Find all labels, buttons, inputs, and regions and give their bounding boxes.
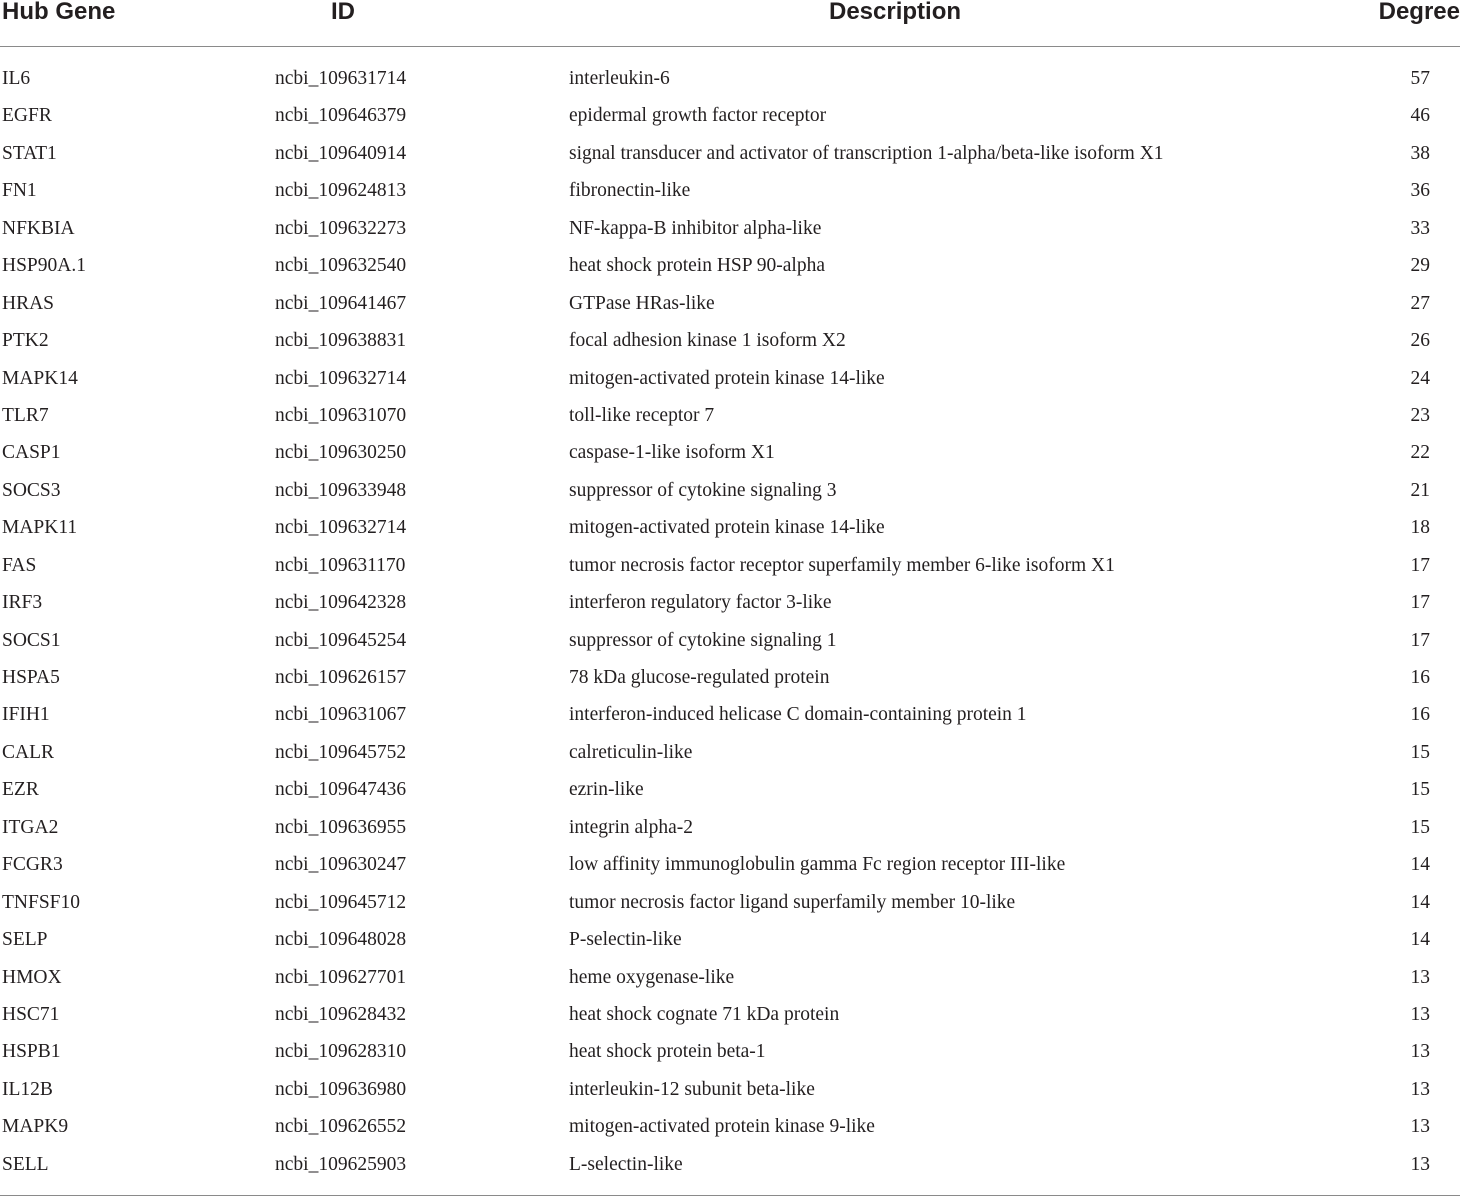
cell-id: ncbi_109646379 — [275, 105, 407, 127]
cell-degree: 13 — [1410, 1116, 1430, 1138]
cell-description: interferon-induced helicase C domain-containing protein 1 — [569, 704, 1027, 726]
table-row — [0, 97, 1460, 134]
cell-id: ncbi_109631170 — [275, 554, 406, 576]
cell-id: ncbi_109631067 — [275, 704, 407, 726]
cell-id: ncbi_109625903 — [275, 1153, 407, 1175]
cell-description: interleukin-12 subunit beta-like — [569, 1078, 815, 1100]
cell-description: mitogen-activated protein kinase 9-like — [569, 1116, 875, 1138]
cell-degree: 15 — [1410, 779, 1430, 801]
cell-description: toll-like receptor 7 — [569, 404, 715, 426]
cell-hub-gene: FCGR3 — [2, 854, 63, 876]
cell-description: 78 kDa glucose-regulated protein — [569, 667, 830, 688]
column-header-degree: Degree — [1378, 0, 1460, 25]
cell-degree: 16 — [1410, 667, 1430, 688]
cell-description: heat shock cognate 71 kDa protein — [569, 1003, 840, 1025]
column-header-description: Description — [828, 0, 962, 25]
table-row — [0, 547, 1460, 584]
cell-id: ncbi_109631714 — [275, 68, 407, 89]
cell-description: tumor necrosis factor ligand superfamily member 10-like — [569, 891, 1016, 913]
cell-description: focal adhesion kinase 1 isoform X2 — [569, 330, 846, 352]
cell-hub-gene: CASP1 — [2, 442, 61, 464]
table-row — [0, 921, 1460, 958]
table-row — [0, 60, 1460, 97]
cell-id: ncbi_109645752 — [275, 741, 407, 763]
cell-degree: 14 — [1410, 854, 1430, 876]
column-header-hub-gene: Hub Gene — [2, 0, 116, 25]
table-row — [0, 172, 1460, 209]
table-row — [0, 1146, 1460, 1183]
cell-degree: 18 — [1410, 517, 1430, 539]
table-row — [0, 472, 1460, 509]
table-row — [0, 247, 1460, 284]
cell-degree: 13 — [1410, 966, 1430, 988]
cell-hub-gene: IFIH1 — [2, 704, 50, 726]
cell-hub-gene: EZR — [2, 779, 39, 801]
cell-hub-gene: HSP90A.1 — [2, 255, 86, 277]
cell-hub-gene: HSC71 — [2, 1003, 60, 1025]
cell-id: ncbi_109627701 — [275, 966, 407, 988]
cell-hub-gene: TLR7 — [2, 404, 49, 426]
cell-id: ncbi_109632714 — [275, 367, 407, 389]
cell-degree: 38 — [1410, 142, 1430, 164]
table-row — [0, 622, 1460, 659]
cell-hub-gene: TNFSF10 — [2, 891, 81, 913]
column-header-id: ID — [331, 0, 355, 25]
cell-description: ezrin-like — [569, 779, 644, 801]
cell-hub-gene: IL6 — [2, 68, 31, 89]
cell-description: mitogen-activated protein kinase 14-like — [569, 517, 885, 539]
table-row — [0, 584, 1460, 621]
cell-hub-gene: HMOX — [2, 966, 62, 988]
table-row — [0, 996, 1460, 1033]
cell-degree: 14 — [1410, 929, 1430, 951]
cell-degree: 46 — [1410, 105, 1430, 127]
cell-hub-gene: EGFR — [2, 105, 52, 127]
table-row — [0, 696, 1460, 733]
cell-hub-gene: SOCS1 — [2, 629, 61, 651]
table-row — [0, 1033, 1460, 1070]
cell-hub-gene: STAT1 — [2, 142, 57, 164]
cell-hub-gene: SELP — [2, 929, 48, 951]
cell-degree: 13 — [1410, 1153, 1430, 1175]
cell-degree: 26 — [1410, 330, 1430, 352]
cell-hub-gene: SELL — [2, 1153, 49, 1175]
cell-description: tumor necrosis factor receptor superfamily member 6-like isoform X1 — [569, 554, 1115, 576]
cell-id: ncbi_109636955 — [275, 816, 407, 838]
table-row — [0, 285, 1460, 322]
cell-hub-gene: SOCS3 — [2, 479, 61, 501]
table-row — [0, 771, 1460, 808]
cell-id: ncbi_109645254 — [275, 629, 407, 651]
cell-hub-gene: MAPK9 — [2, 1116, 69, 1138]
cell-id: ncbi_109628432 — [275, 1003, 407, 1025]
cell-id: ncbi_109647436 — [275, 779, 407, 801]
cell-hub-gene: HSPA5 — [2, 667, 60, 688]
cell-description: interferon regulatory factor 3-like — [569, 592, 832, 614]
cell-degree: 15 — [1410, 816, 1430, 838]
cell-hub-gene: FAS — [2, 554, 37, 576]
table-row — [0, 659, 1460, 696]
cell-id: ncbi_109636980 — [275, 1078, 407, 1100]
cell-hub-gene: NFKBIA — [2, 217, 75, 239]
cell-id: ncbi_109645712 — [275, 891, 407, 913]
table-row — [0, 210, 1460, 247]
cell-description: mitogen-activated protein kinase 14-like — [569, 367, 885, 389]
cell-degree: 22 — [1410, 442, 1430, 464]
table-row — [0, 959, 1460, 996]
cell-hub-gene: FN1 — [2, 180, 37, 202]
table-row — [0, 734, 1460, 771]
cell-degree: 15 — [1410, 741, 1430, 763]
cell-hub-gene: IRF3 — [2, 592, 43, 614]
table-row — [0, 509, 1460, 546]
cell-id: ncbi_109638831 — [275, 330, 407, 352]
cell-degree: 21 — [1410, 479, 1430, 501]
cell-description: signal transducer and activator of transcription 1-alpha/beta-like isoform X1 — [569, 142, 1164, 164]
table-bottom-rule — [0, 1195, 1460, 1196]
cell-description: epidermal growth factor receptor — [569, 105, 827, 127]
table-body — [0, 60, 1460, 1183]
cell-id: ncbi_109624813 — [275, 180, 407, 202]
table-row — [0, 1108, 1460, 1145]
table-row — [0, 434, 1460, 471]
cell-description: suppressor of cytokine signaling 3 — [569, 479, 837, 501]
table-header — [0, 0, 1460, 47]
cell-description: heat shock protein beta-1 — [569, 1041, 766, 1063]
cell-description: low affinity immunoglobulin gamma Fc region receptor III-like — [569, 854, 1066, 876]
cell-degree: 36 — [1410, 180, 1430, 202]
cell-description: GTPase HRas-like — [569, 292, 715, 314]
cell-id: ncbi_109631070 — [275, 404, 407, 426]
cell-description: P-selectin-like — [569, 929, 682, 951]
cell-degree: 13 — [1410, 1003, 1430, 1025]
cell-description: NF-kappa-B inhibitor alpha-like — [569, 217, 822, 239]
cell-description: caspase-1-like isoform X1 — [569, 442, 775, 464]
cell-hub-gene: ITGA2 — [2, 816, 59, 838]
table-row — [0, 884, 1460, 921]
table-row — [0, 397, 1460, 434]
cell-degree: 27 — [1410, 292, 1430, 314]
cell-id: ncbi_109633948 — [275, 479, 407, 501]
cell-id: ncbi_109630250 — [275, 442, 407, 464]
cell-id: ncbi_109632714 — [275, 517, 407, 539]
cell-degree: 57 — [1410, 68, 1430, 89]
cell-description: calreticulin-like — [569, 741, 693, 763]
table-row — [0, 135, 1460, 172]
cell-hub-gene: MAPK14 — [2, 367, 78, 389]
cell-id: ncbi_109642328 — [275, 592, 407, 614]
cell-description: integrin alpha-2 — [569, 816, 693, 838]
cell-degree: 16 — [1410, 704, 1430, 726]
cell-hub-gene: HRAS — [2, 292, 55, 314]
cell-description: interleukin-6 — [569, 68, 670, 89]
cell-id: ncbi_109628310 — [275, 1041, 407, 1063]
cell-degree: 13 — [1410, 1041, 1430, 1063]
cell-degree: 17 — [1410, 592, 1430, 614]
cell-description: heme oxygenase-like — [569, 966, 735, 988]
cell-description: heat shock protein HSP 90-alpha — [569, 255, 825, 277]
cell-degree: 33 — [1410, 217, 1430, 239]
cell-id: ncbi_109626157 — [275, 667, 407, 688]
cell-description: fibronectin-like — [569, 180, 691, 202]
cell-hub-gene: HSPB1 — [2, 1041, 61, 1063]
table-row — [0, 322, 1460, 359]
cell-description: suppressor of cytokine signaling 1 — [569, 629, 837, 651]
cell-id: ncbi_109630247 — [275, 854, 407, 876]
cell-degree: 13 — [1410, 1078, 1430, 1100]
table-row — [0, 360, 1460, 397]
table-row — [0, 846, 1460, 883]
cell-hub-gene: IL12B — [2, 1078, 53, 1100]
cell-id: ncbi_109648028 — [275, 929, 407, 951]
cell-degree: 17 — [1410, 629, 1430, 651]
cell-hub-gene: CALR — [2, 741, 55, 763]
cell-id: ncbi_109632540 — [275, 255, 407, 277]
cell-hub-gene: MAPK11 — [2, 517, 78, 539]
cell-degree: 24 — [1410, 367, 1430, 389]
cell-id: ncbi_109641467 — [275, 292, 407, 314]
cell-degree: 23 — [1410, 404, 1430, 426]
cell-id: ncbi_109626552 — [275, 1116, 407, 1138]
cell-degree: 14 — [1410, 891, 1430, 913]
cell-id: ncbi_109640914 — [275, 142, 407, 164]
cell-degree: 29 — [1410, 255, 1430, 277]
cell-id: ncbi_109632273 — [275, 217, 407, 239]
table-row — [0, 809, 1460, 846]
cell-hub-gene: PTK2 — [2, 330, 49, 352]
cell-description: L-selectin-like — [569, 1153, 683, 1175]
cell-degree: 17 — [1410, 554, 1430, 576]
table-row — [0, 1071, 1460, 1108]
